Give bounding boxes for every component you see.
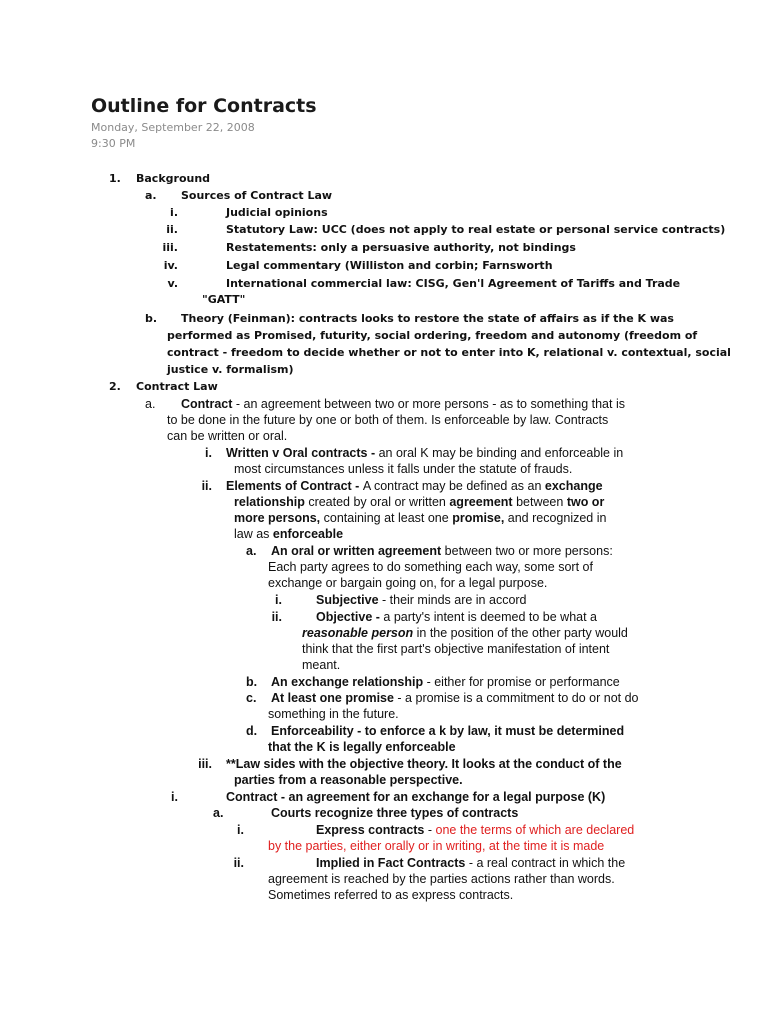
outline-marker: a. <box>213 806 224 820</box>
term: At least one promise <box>271 691 394 705</box>
term: Contract <box>181 397 233 411</box>
text: between <box>512 495 567 509</box>
outline-marker: a. <box>145 189 157 202</box>
term: agreement <box>449 495 513 509</box>
outline-item-continuation: exchange or bargain going on, for a legal purpose. <box>268 576 548 590</box>
outline-marker: ii. <box>233 856 244 870</box>
red-text: by the parties, either orally or in writing, at the time it is made <box>268 839 605 853</box>
outline-item-continuation: contract - freedom to decide whether or not to enter into K, relational v. contextual, social <box>167 346 731 359</box>
text: - a real contract in which the <box>465 856 626 870</box>
outline-marker: b. <box>145 312 158 325</box>
outline-marker: i. <box>171 790 178 804</box>
term: Express contracts <box>316 823 425 837</box>
text: created by oral or written <box>304 495 450 509</box>
outline-item: Legal commentary (Williston and corbin; Farnsworth <box>226 259 553 272</box>
outline-item-continuation: most circumstances unless it falls under the statute of frauds. <box>234 462 573 476</box>
outline-marker: iv. <box>163 259 178 272</box>
text: and recognized in <box>504 511 607 525</box>
outline-item-continuation: Sometimes referred to as express contracts. <box>268 888 514 902</box>
outline-item <box>271 674 620 690</box>
term: relationship <box>234 495 305 509</box>
emphasis: reasonable person <box>302 626 414 640</box>
outline-item: Theory (Feinman): contracts looks to restore the state of affairs as if the K was <box>181 312 674 325</box>
outline-item-continuation: think that the first part's objective manifestation of intent <box>302 642 610 656</box>
outline-item <box>316 855 625 871</box>
outline-item-continuation: parties from a reasonable perspective. <box>234 773 463 787</box>
text: - an agreement between two or more persons - as to something that is <box>232 397 625 411</box>
outline-item <box>316 609 597 625</box>
outline-item <box>271 543 613 559</box>
page-date: Monday, September 22, 2008 <box>91 121 255 134</box>
text: - their minds are in accord <box>378 593 527 607</box>
outline-item <box>226 445 623 461</box>
outline-item-continuation: that the K is legally enforceable <box>268 740 456 754</box>
outline-item-continuation <box>234 526 343 542</box>
outline-marker: i. <box>237 823 244 837</box>
outline-marker: c. <box>246 691 257 705</box>
outline-item-continuation: meant. <box>302 658 341 672</box>
term: Implied in Fact Contracts <box>316 856 466 870</box>
outline-marker: i. <box>170 206 178 219</box>
outline-item-continuation: something in the future. <box>268 707 399 721</box>
outline-item-continuation: can be written or oral. <box>167 429 288 443</box>
outline-marker: i. <box>275 593 282 607</box>
term: An oral or written agreement <box>271 544 442 558</box>
outline-item-continuation <box>234 510 606 526</box>
outline-marker: a. <box>145 397 156 411</box>
outline-marker: v. <box>167 277 178 290</box>
outline-item: Courts recognize three types of contracts <box>271 806 519 820</box>
text: between two or more persons: <box>441 544 613 558</box>
section-heading: Background <box>136 172 211 185</box>
text: in the position of the other party would <box>413 626 628 640</box>
outline-item: Contract - an agreement for an exchange for a legal purpose (K) <box>226 790 606 804</box>
text: A contract may be defined as an <box>362 479 545 493</box>
outline-marker: i. <box>205 446 212 460</box>
outline-marker: 1. <box>109 172 121 185</box>
term: two or <box>566 495 605 509</box>
outline-marker: a. <box>246 544 257 558</box>
text: - either for promise or performance <box>423 675 620 689</box>
text: an oral K may be binding and enforceable in <box>378 446 624 460</box>
section-heading: Contract Law <box>136 380 218 393</box>
outline-item: Judicial opinions <box>226 206 328 219</box>
outline-item: International commercial law: CISG, Gen'l Agreement of Tariffs and Trade <box>226 277 681 290</box>
outline-item-continuation: to be done in the future by one or both of them. Is enforceable by law. Contracts <box>167 413 609 427</box>
outline-item <box>316 822 634 838</box>
outline-item: Restatements: only a persuasive authority, not bindings <box>226 241 576 254</box>
outline-item-continuation: justice v. formalism) <box>167 363 294 376</box>
outline-item: Statutory Law: UCC (does not apply to real estate or personal service contracts) <box>226 223 726 236</box>
page-time: 9:30 PM <box>91 137 136 150</box>
outline-marker: d. <box>246 724 258 738</box>
term: Subjective <box>316 593 379 607</box>
term: more persons, <box>234 511 321 525</box>
text: law as <box>234 527 273 541</box>
outline-marker: ii. <box>201 479 212 493</box>
term: enforceable <box>272 527 344 541</box>
outline-item: Enforceability - to enforce a k by law, it must be determined <box>271 724 625 738</box>
outline-item-continuation: Each party agrees to do something each way, some sort of <box>268 560 593 574</box>
outline-item <box>316 592 527 608</box>
outline-item-continuation <box>302 625 628 641</box>
text: a party's intent is deemed to be what a <box>383 610 598 624</box>
outline-item <box>271 690 639 706</box>
outline-marker: iii. <box>198 757 212 771</box>
outline-item: Sources of Contract Law <box>181 189 333 202</box>
red-text: one the terms of which are declared <box>435 823 635 837</box>
term: Elements of Contract - <box>226 479 363 493</box>
term: exchange <box>544 479 603 493</box>
outline-marker: ii. <box>271 610 282 624</box>
outline-item-continuation: performed as Promised, futurity, social ordering, freedom and autonomy (freedom of <box>167 329 698 342</box>
text: containing at least one <box>320 511 453 525</box>
outline-marker: b. <box>246 675 258 689</box>
term: promise, <box>452 511 505 525</box>
text: - a promise is a commitment to do or not do <box>393 691 639 705</box>
outline-item-continuation <box>234 494 604 510</box>
term: Objective - <box>316 610 384 624</box>
outline-item-continuation: "GATT" <box>202 293 246 306</box>
outline-item <box>181 396 625 412</box>
outline-marker: 2. <box>109 380 121 393</box>
outline-marker: ii. <box>166 223 178 236</box>
outline-item-continuation: agreement is reached by the parties actions rather than words. <box>268 872 615 886</box>
term: An exchange relationship <box>271 675 424 689</box>
page-title: Outline for Contracts <box>91 95 317 117</box>
term: Written v Oral contracts - <box>226 446 379 460</box>
text: - <box>424 823 436 837</box>
outline-item: **Law sides with the objective theory. It looks at the conduct of the <box>226 757 622 771</box>
outline-marker: iii. <box>162 241 178 254</box>
outline-item <box>226 478 603 494</box>
